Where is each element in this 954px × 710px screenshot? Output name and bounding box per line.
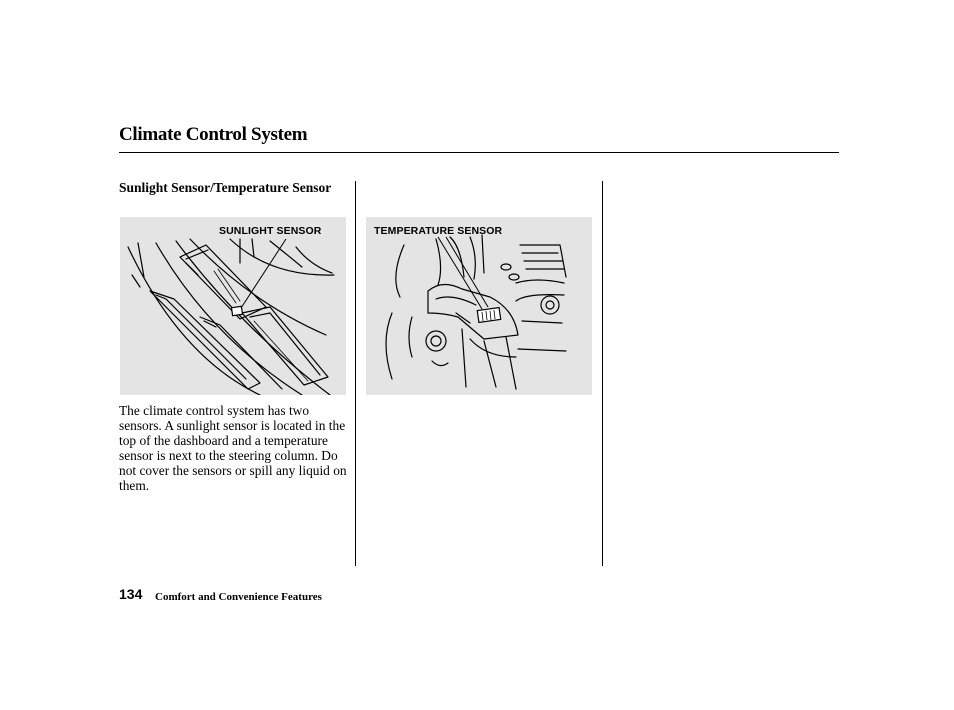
section-subtitle: Sunlight Sensor/Temperature Sensor <box>119 180 332 195</box>
sunlight-sensor-illustration <box>120 217 346 395</box>
body-paragraph: The climate control system has two sensors. A sunlight sensor is located in the top of the dashboard and a temperature sensor is next to the steering column. Do not cover the sensors or spill any liquid on them. <box>119 403 347 493</box>
sunlight-sensor-label: SUNLIGHT SENSOR <box>219 225 322 237</box>
title-rule <box>119 152 839 153</box>
section-name: Comfort and Convenience Features <box>155 591 322 603</box>
temperature-sensor-label: TEMPERATURE SENSOR <box>374 225 503 237</box>
column-divider-left <box>355 181 356 566</box>
temperature-sensor-illustration <box>366 217 592 395</box>
sunlight-sensor-drawing <box>120 217 346 395</box>
page-number: 134 <box>119 586 143 602</box>
page-title: Climate Control System <box>119 124 308 145</box>
temperature-sensor-drawing <box>366 217 592 395</box>
column-divider-right <box>602 181 603 566</box>
